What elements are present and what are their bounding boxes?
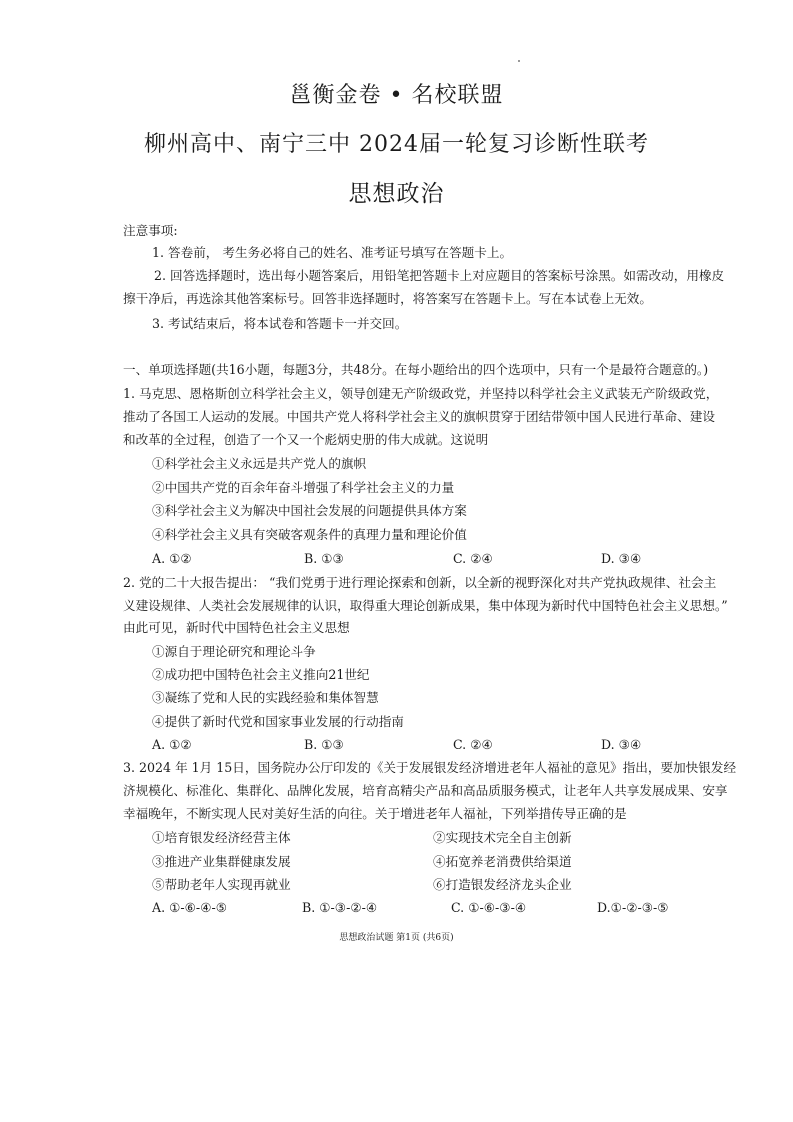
q3-stem-line: 济规模化、标准化、集群化、品牌化发展，培育高精尖产品和高品质服务模式，让老年人共享发展成果、安享: [123, 783, 728, 798]
q3-option-a: A. ①-⑥-④-⑤: [152, 900, 228, 915]
q1-stem-line: 和改革的全过程，创造了一个又一个彪炳史册的伟大成就。这说明: [123, 432, 489, 447]
q2-item: ②成功把中国特色社会主义推向21世纪: [152, 667, 370, 682]
q2-option-d: D. ③④: [601, 737, 642, 752]
notice-heading: 注意事项:: [123, 223, 178, 238]
q3-stem-line: 幸福晚年，不断实现人民对美好生活的向往。关于增进老年人福祉，下列举措传导正确的是: [123, 806, 627, 821]
subject-title: 思想政治: [348, 181, 445, 207]
q1-item: ③科学社会主义为解决中国社会发展的问题提供具体方案: [152, 503, 467, 518]
page-footer: 思想政治试题 第1页 (共6页): [339, 933, 454, 943]
q2-stem-line: 2. 党的二十大报告提出： “我们党勇于进行理论探索和创新，以全新的视野深化对共产党执政规律、社会主: [123, 575, 717, 590]
q3-item: ①培育银发经济经营主体: [152, 830, 291, 845]
q3-stem-line: 3. 2024 年 1月 15日，国务院办公厅印发的《关于发展银发经济增进老年人福祉的意见》指出，要加快银发经: [123, 760, 737, 775]
q3-option-b: B. ①-③-②-④: [302, 900, 378, 915]
exam-series-title: 邕衡金卷 • 名校联盟: [289, 83, 504, 108]
q2-item: ④提供了新时代党和国家事业发展的行动指南: [152, 714, 404, 729]
q2-option-c: C. ②④: [453, 737, 493, 752]
q1-stem-line: 推动了各国工人运动的发展。中国共产党人将科学社会主义的旗帜贯穿于团结带领中国人民进行革命、建设: [123, 409, 715, 424]
q2-item: ③凝练了党和人民的实践经验和集体智慧: [152, 690, 379, 705]
q2-option-a: A. ①②: [152, 737, 192, 752]
q1-option-b: B. ①③: [304, 551, 344, 566]
notice-item-2: 2. 回答选择题时，选出每小题答案后，用铅笔把答题卡上对应题目的答案标号涂黑。如需改动，用橡皮: [154, 268, 725, 283]
q1-stem-line: 1. 马克思、恩格斯创立科学社会主义，领导创建无产阶级政党，并坚持以科学社会主义武装无产阶级政党，: [123, 386, 719, 401]
q2-option-b: B. ①③: [304, 737, 344, 752]
q1-option-a: A. ①②: [152, 551, 192, 566]
scan-speck: [518, 60, 520, 62]
q1-item: ②中国共产党的百余年奋斗增强了科学社会主义的力量: [152, 480, 455, 495]
notice-item-3: 3. 考试结束后，将本试卷和答题卡一并交回。: [152, 316, 408, 331]
section1-heading: 一、单项选择题(共16小题，每题3分，共48分。在每小题给出的四个选项中，只有一个是最符合题意的。): [123, 362, 709, 377]
q3-item: ②实现技术完全自主创新: [433, 830, 572, 845]
q1-option-d: D. ③④: [601, 551, 642, 566]
notice-item-1: 1. 答卷前， 考生务必将自己的姓名、准考证号填写在答题卡上。: [152, 245, 513, 260]
q1-option-c: C. ②④: [453, 551, 493, 566]
q3-item: ⑥打造银发经济龙头企业: [433, 877, 572, 892]
q2-stem-line: 由此可见，新时代中国特色社会主义思想: [123, 620, 350, 635]
q2-item: ①源自于理论研究和理论斗争: [152, 644, 316, 659]
q1-item: ④科学社会主义具有突破客观条件的真理力量和理论价值: [152, 527, 467, 542]
q1-item: ①科学社会主义永远是共产党人的旗帜: [152, 456, 367, 471]
q3-option-c: C. ①-⑥-③-④: [451, 900, 527, 915]
q2-stem-line: 义建设规律、人类社会发展规律的认识，取得重大理论创新成果，集中体现为新时代中国特色社会主义思想。”: [123, 598, 728, 613]
exam-title: 柳州高中、南宁三中 2024届一轮复习诊断性联考: [144, 132, 649, 157]
notice-item-2-cont: 擦干净后，再选涂其他答案标号。回答非选择题时，将答案写在答题卡上。写在本试卷上无效。: [123, 291, 652, 306]
q3-item: ④拓宽养老消费供给渠道: [433, 854, 572, 869]
q3-option-d: D.①-②-③-⑤: [597, 900, 669, 915]
q3-item: ⑤帮助老年人实现再就业: [152, 877, 291, 892]
q3-item: ③推进产业集群健康发展: [152, 854, 291, 869]
